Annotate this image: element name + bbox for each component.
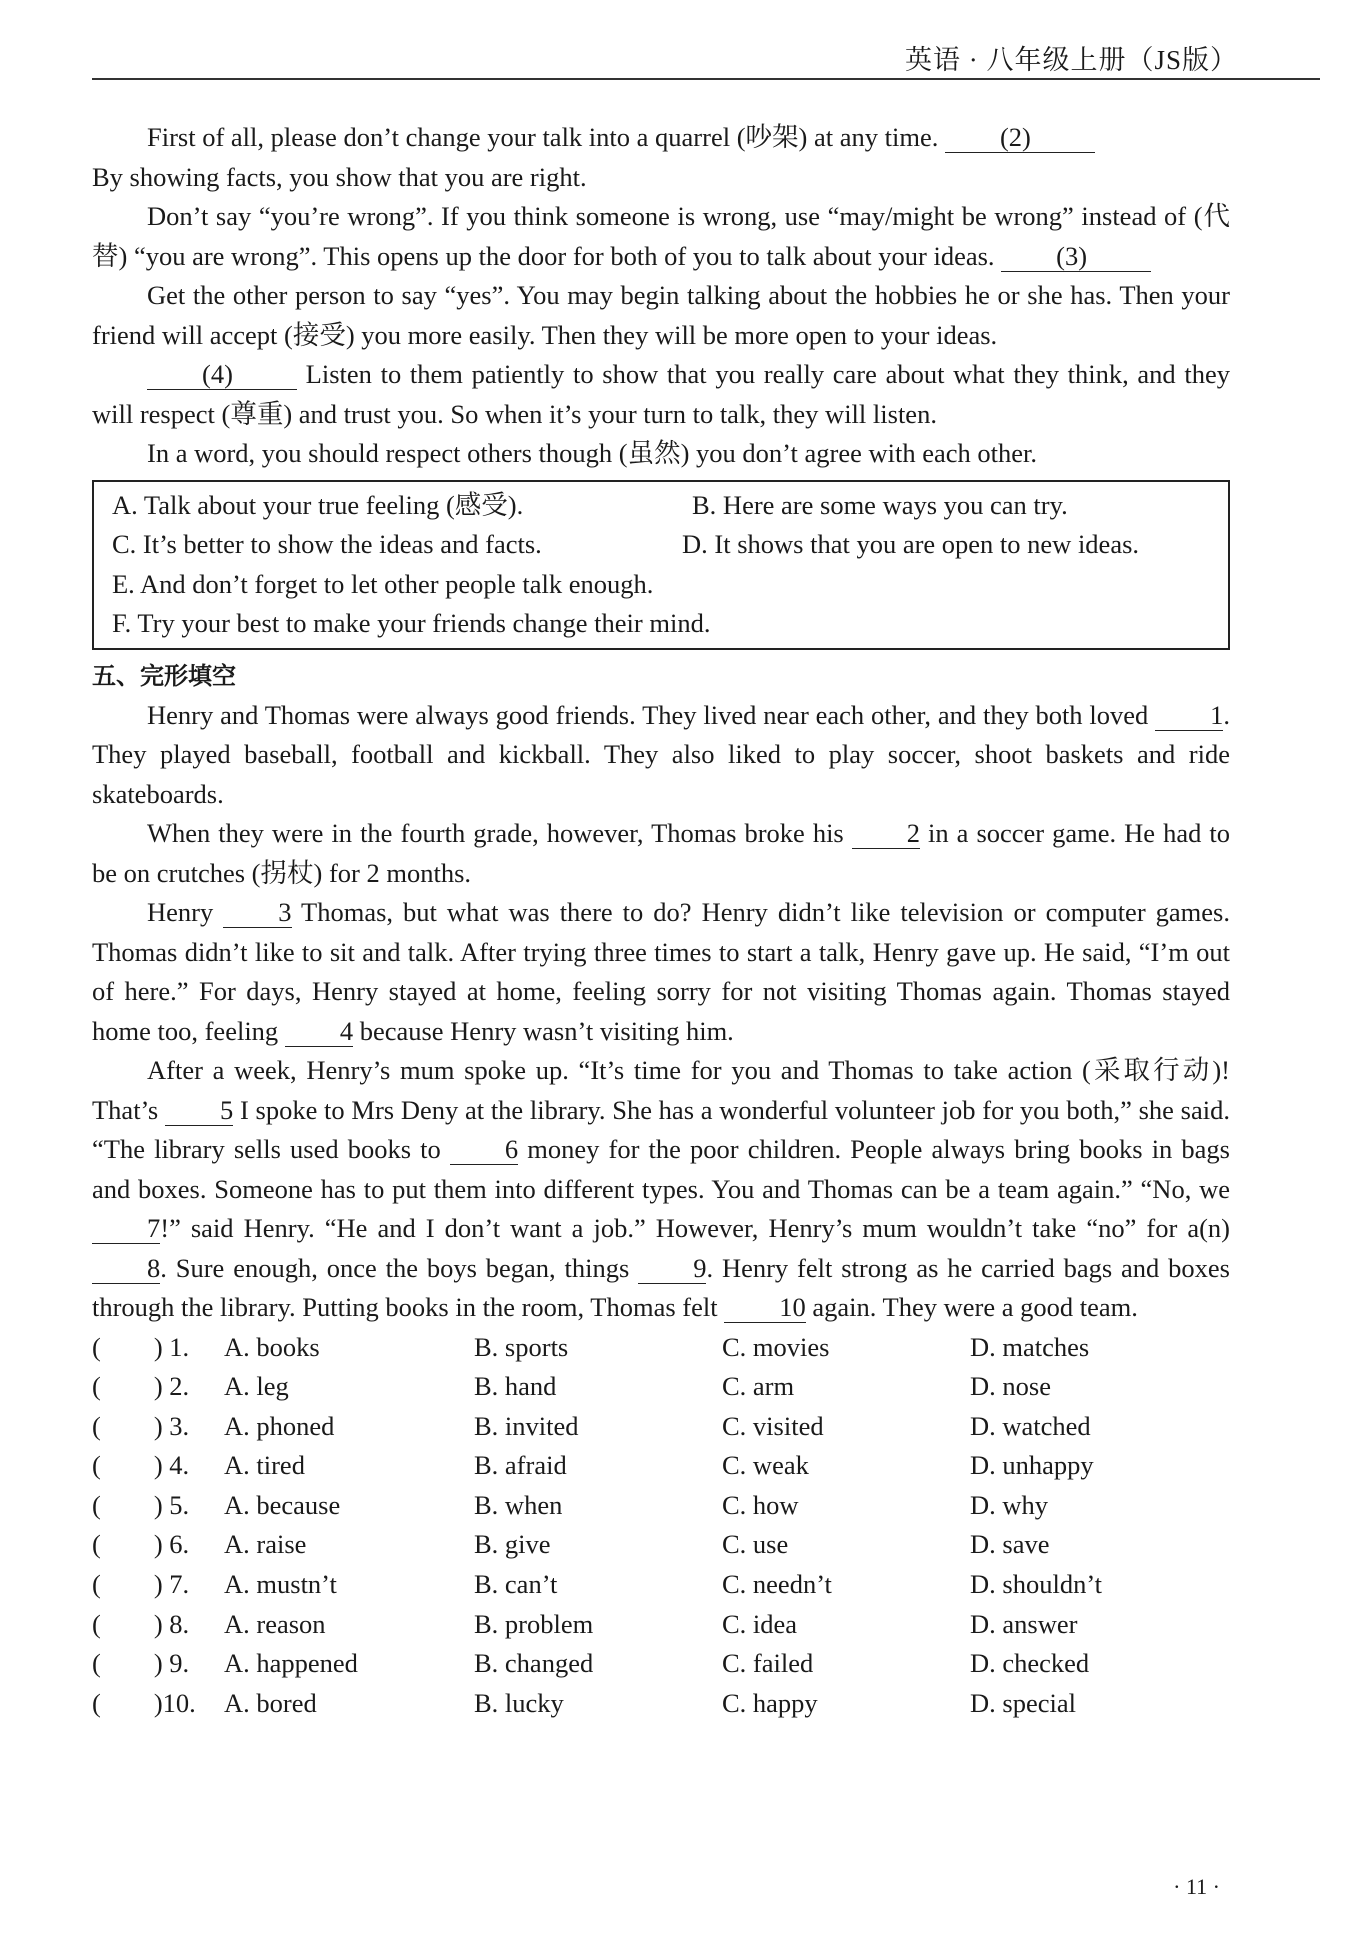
cloze-blank-4[interactable]: 4 (285, 1016, 353, 1047)
question-row (92, 1684, 1230, 1724)
paragraph-text: First of all, please don’t change your talk into a quarrel (吵架) at any time. (147, 122, 945, 152)
cloze-blank-9[interactable]: 9 (638, 1253, 706, 1284)
reading-paragraph-5: In a word, you should respect others though (虽然) you don’t agree with each other. (147, 438, 1037, 468)
paragraph-text: Henry (147, 897, 224, 927)
question-number[interactable]: ( ) 5. (92, 1489, 190, 1520)
choice-c: C. visited (722, 1410, 824, 1441)
options-row (112, 525, 1210, 565)
option-b: B. Here are some ways you can try. (692, 489, 1068, 520)
choice-d: D. unhappy (970, 1450, 1094, 1481)
choice-a: A. mustn’t (224, 1569, 337, 1600)
options-box (92, 480, 1230, 650)
question-row (92, 1407, 1230, 1447)
question-row (92, 1446, 1230, 1486)
question-row (92, 1486, 1230, 1526)
reading-paragraph-3: Get the other person to say “yes”. You may begin talking about the hobbies he or she has. Then your friend will accept (接受) you more easily. Then they will be more open to your ideas. (92, 280, 1230, 350)
paragraph-text: . They played baseball, football and kickball. They also liked to play soccer, shoot baskets and ride skateboards. (92, 699, 1230, 809)
paragraph-text: By showing facts, you show that you are right. (92, 161, 587, 192)
choice-c: C. movies (722, 1331, 830, 1362)
paragraph-text: Henry and Thomas were always good friends. They lived near each other, and they both loved (147, 699, 1156, 730)
choice-a: A. bored (224, 1687, 317, 1718)
cloze-paragraph-3 (92, 893, 1230, 1051)
question-number[interactable]: ( ) 4. (92, 1450, 190, 1481)
question-number[interactable]: ( ) 2. (92, 1371, 190, 1402)
reading-paragraph-2 (92, 197, 1230, 276)
paragraph-text: Thomas, but what was there to do? Henry didn’t like television or computer games. Thomas didn’t like to sit and talk. After trying three times to start a talk, Henry gave up. He said, “I’m out of here.” For days, Henry stayed at home, feeling sorry for not visiting Thomas again. Thomas stayed home too, feeling (92, 897, 1230, 1046)
reading-paragraph-4 (92, 355, 1230, 434)
options-row (112, 604, 1210, 644)
paragraph-text: I spoke to Mrs Deny at the library. She has a wonderful volunteer job for you both,” she said. “The library sells used books to (92, 1094, 1230, 1164)
question-row (92, 1565, 1230, 1605)
choice-a: A. happened (224, 1648, 358, 1679)
choice-d: D. watched (970, 1410, 1091, 1441)
paragraph-text: again. They were a good team. (805, 1292, 1138, 1322)
choice-d: D. nose (970, 1371, 1051, 1402)
paragraph-text: . Sure enough, once the boys began, things (160, 1252, 639, 1283)
cloze-blank-6[interactable]: 6 (450, 1134, 518, 1165)
header-rule (92, 78, 1320, 80)
choice-b: B. hand (474, 1371, 557, 1402)
question-number[interactable]: ( )10. (92, 1687, 196, 1718)
option-c: C. It’s better to show the ideas and facts. (112, 529, 542, 559)
choice-d: D. checked (970, 1648, 1090, 1679)
choice-c: C. happy (722, 1687, 818, 1718)
answer-blank-3[interactable]: (3) (1001, 241, 1151, 272)
cloze-blank-1[interactable]: 1 (1155, 700, 1223, 731)
choice-d: D. answer (970, 1608, 1078, 1639)
paragraph-text: Listen to them patiently to show that you really care about what they think, and they will respect (尊重) and trust you. So when it’s your turn to talk, they will listen. (92, 359, 1230, 429)
paragraph-text: in a soccer game. He had to be on crutches (拐杖) for 2 months. (92, 818, 1230, 888)
cloze-blank-10[interactable]: 10 (724, 1292, 806, 1323)
question-number[interactable]: ( ) 7. (92, 1569, 190, 1600)
option-e: E. And don’t forget to let other people talk enough. (112, 568, 654, 599)
choice-b: B. problem (474, 1608, 594, 1639)
choice-b: B. afraid (474, 1450, 567, 1481)
choice-c: C. needn’t (722, 1569, 832, 1600)
choice-a: A. leg (224, 1371, 289, 1402)
paragraph-text: After a week, Henry’s mum spoke up. “It’s time for you and Thomas to take action (采取行动)! That’s (92, 1055, 1230, 1125)
paragraph-text: !” said Henry. “He and I don’t want a job.” However, Henry’s mum wouldn’t take “no” for a(n) (160, 1213, 1230, 1243)
choice-a: A. because (224, 1489, 341, 1520)
question-row (92, 1367, 1230, 1407)
options-row (112, 486, 1210, 526)
options-row (112, 565, 1210, 605)
choice-b: B. sports (474, 1331, 569, 1362)
paragraph-text: When they were in the fourth grade, however, Thomas broke his (147, 818, 852, 848)
option-f: F. Try your best to make your friends change their mind. (112, 608, 711, 638)
choice-a: A. raise (224, 1529, 307, 1560)
choice-b: B. invited (474, 1410, 579, 1441)
choice-d: D. shouldn’t (970, 1569, 1103, 1600)
cloze-blank-5[interactable]: 5 (165, 1095, 233, 1126)
cloze-blank-2[interactable]: 2 (852, 818, 920, 849)
choice-c: C. weak (722, 1450, 809, 1481)
paragraph-text: Don’t say “you’re wrong”. If you think someone is wrong, use “may/might be wrong” instead of (代替) “you are wrong”. This opens up the door for both of you to talk about your ideas. (92, 201, 1230, 271)
section-title: 五、完形填空 (92, 661, 236, 690)
choice-c: C. arm (722, 1371, 795, 1402)
choice-c: C. idea (722, 1608, 798, 1639)
choice-a: A. tired (224, 1450, 305, 1481)
choice-a: A. phoned (224, 1410, 335, 1441)
choice-d: D. why (970, 1489, 1049, 1520)
question-number[interactable]: ( ) 9. (92, 1648, 190, 1679)
running-header: 英语 · 八年级上册（JS版） (904, 45, 1238, 75)
question-number[interactable]: ( ) 1. (92, 1331, 190, 1362)
reading-paragraph-1 (92, 118, 1230, 197)
choice-d: D. save (970, 1529, 1050, 1560)
choice-c: C. failed (722, 1648, 814, 1679)
cloze-blank-8[interactable]: 8 (92, 1253, 160, 1284)
choice-d: D. matches (970, 1331, 1090, 1362)
choice-b: B. when (474, 1489, 563, 1520)
paragraph-text: because Henry wasn’t visiting him. (353, 1015, 734, 1046)
question-row (92, 1644, 1230, 1684)
choice-c: C. use (722, 1529, 789, 1560)
choice-b: B. changed (474, 1648, 594, 1679)
question-number[interactable]: ( ) 6. (92, 1529, 190, 1560)
paragraph-text: money for the poor children. People always bring books in bags and boxes. Someone has to put them into different types. You and Thomas can be a team again.” “No, we (92, 1134, 1230, 1204)
question-list (92, 1328, 1230, 1724)
answer-blank-4[interactable]: (4) (147, 359, 297, 390)
choice-c: C. how (722, 1489, 799, 1520)
choice-a: A. reason (224, 1608, 326, 1639)
choice-d: D. special (970, 1687, 1076, 1718)
question-number[interactable]: ( ) 3. (92, 1410, 190, 1441)
option-a: A. Talk about your true feeling (感受). (112, 489, 524, 520)
cloze-blank-7[interactable]: 7 (92, 1213, 160, 1244)
question-row (92, 1605, 1230, 1645)
choice-b: B. can’t (474, 1569, 558, 1600)
choice-a: A. books (224, 1331, 320, 1362)
question-number[interactable]: ( ) 8. (92, 1608, 190, 1639)
page-content (92, 118, 1230, 1723)
choice-b: B. lucky (474, 1687, 564, 1718)
cloze-paragraph-1 (92, 696, 1230, 815)
question-row (92, 1328, 1230, 1368)
choice-b: B. give (474, 1529, 551, 1560)
question-row (92, 1525, 1230, 1565)
paragraph-text: . Henry felt strong as he carried bags and boxes through the library. Putting books in the room, Thomas felt (92, 1252, 1230, 1322)
answer-blank-2[interactable]: (2) (945, 122, 1095, 153)
page-number: · 11 · (1173, 1874, 1220, 1899)
option-d: D. It shows that you are open to new ideas. (682, 529, 1140, 559)
cloze-paragraph-4 (92, 1051, 1230, 1328)
cloze-paragraph-2 (92, 814, 1230, 893)
cloze-blank-3[interactable]: 3 (223, 897, 291, 928)
